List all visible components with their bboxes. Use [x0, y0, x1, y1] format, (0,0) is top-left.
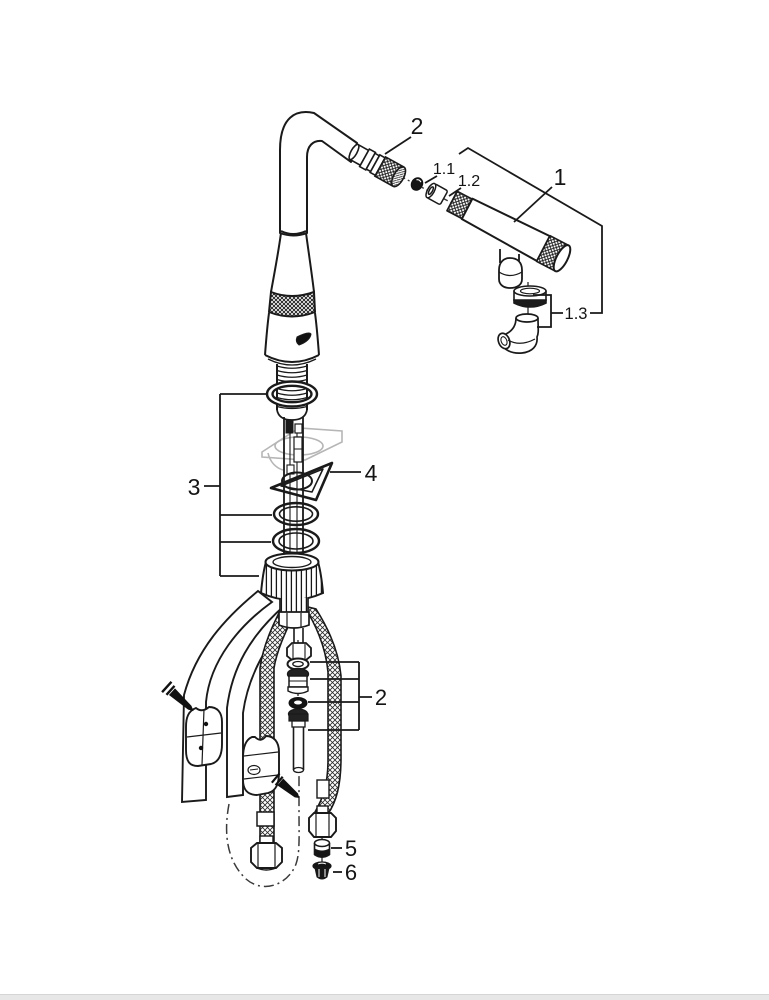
- check-valve-2: [288, 669, 309, 694]
- spout: [280, 112, 357, 235]
- hose-weight-right: [243, 736, 279, 795]
- callout-label-regulator-1-2: 1.2: [457, 173, 481, 190]
- hose-weight-left: [186, 707, 222, 766]
- shank-o-ring: [267, 381, 317, 406]
- bracket-3: [204, 394, 272, 576]
- callout-label-seal-5: 5: [344, 836, 358, 861]
- lever-mark: [296, 333, 311, 345]
- adapter-cylinder-1-3: [514, 286, 546, 307]
- supply-hose-right: [304, 606, 341, 814]
- callout-label-seal-1-1: 1.1: [432, 161, 456, 178]
- leader-spout-connector: [385, 137, 411, 154]
- callout-label-stabilizer: 4: [364, 460, 378, 486]
- spray-head-knob: [499, 249, 522, 288]
- callout-label-spray-head: 1: [553, 164, 567, 190]
- hose-nut-left: [251, 836, 282, 870]
- filter-plug-6: [313, 862, 331, 879]
- hose-connector-2: [289, 709, 309, 773]
- leader-spray-head: [514, 187, 552, 222]
- hose-nut-right: [309, 806, 336, 837]
- grip-band: [269, 292, 315, 317]
- connector-hex-nut: [287, 643, 311, 660]
- flow-regulator-1-2: [424, 182, 448, 205]
- callout-label-spout-connector: 2: [410, 113, 424, 139]
- seal-1-1: [409, 176, 425, 193]
- hose-fitting-right: [317, 780, 329, 798]
- hose-fitting-left: [257, 812, 274, 826]
- o-ring-2: [289, 698, 307, 709]
- mounting-nut: [261, 554, 323, 601]
- threaded-shank: [277, 364, 307, 420]
- outlet-elbow-1-3: [496, 314, 538, 353]
- callout-label-mounting-group: 3: [187, 474, 201, 500]
- spout-connector-rings: [346, 141, 408, 189]
- callout-label-filter-6: 6: [344, 860, 358, 885]
- o-ring-upper: [274, 503, 318, 525]
- faucet-body-cone: [265, 231, 319, 365]
- callout-label-head-adapter: 1.3: [564, 305, 588, 323]
- o-ring-lower: [273, 529, 319, 553]
- callout-label-check-valve-group: 2: [374, 685, 388, 710]
- seal-5: [315, 840, 330, 858]
- page-bottom-bar: [0, 994, 769, 1000]
